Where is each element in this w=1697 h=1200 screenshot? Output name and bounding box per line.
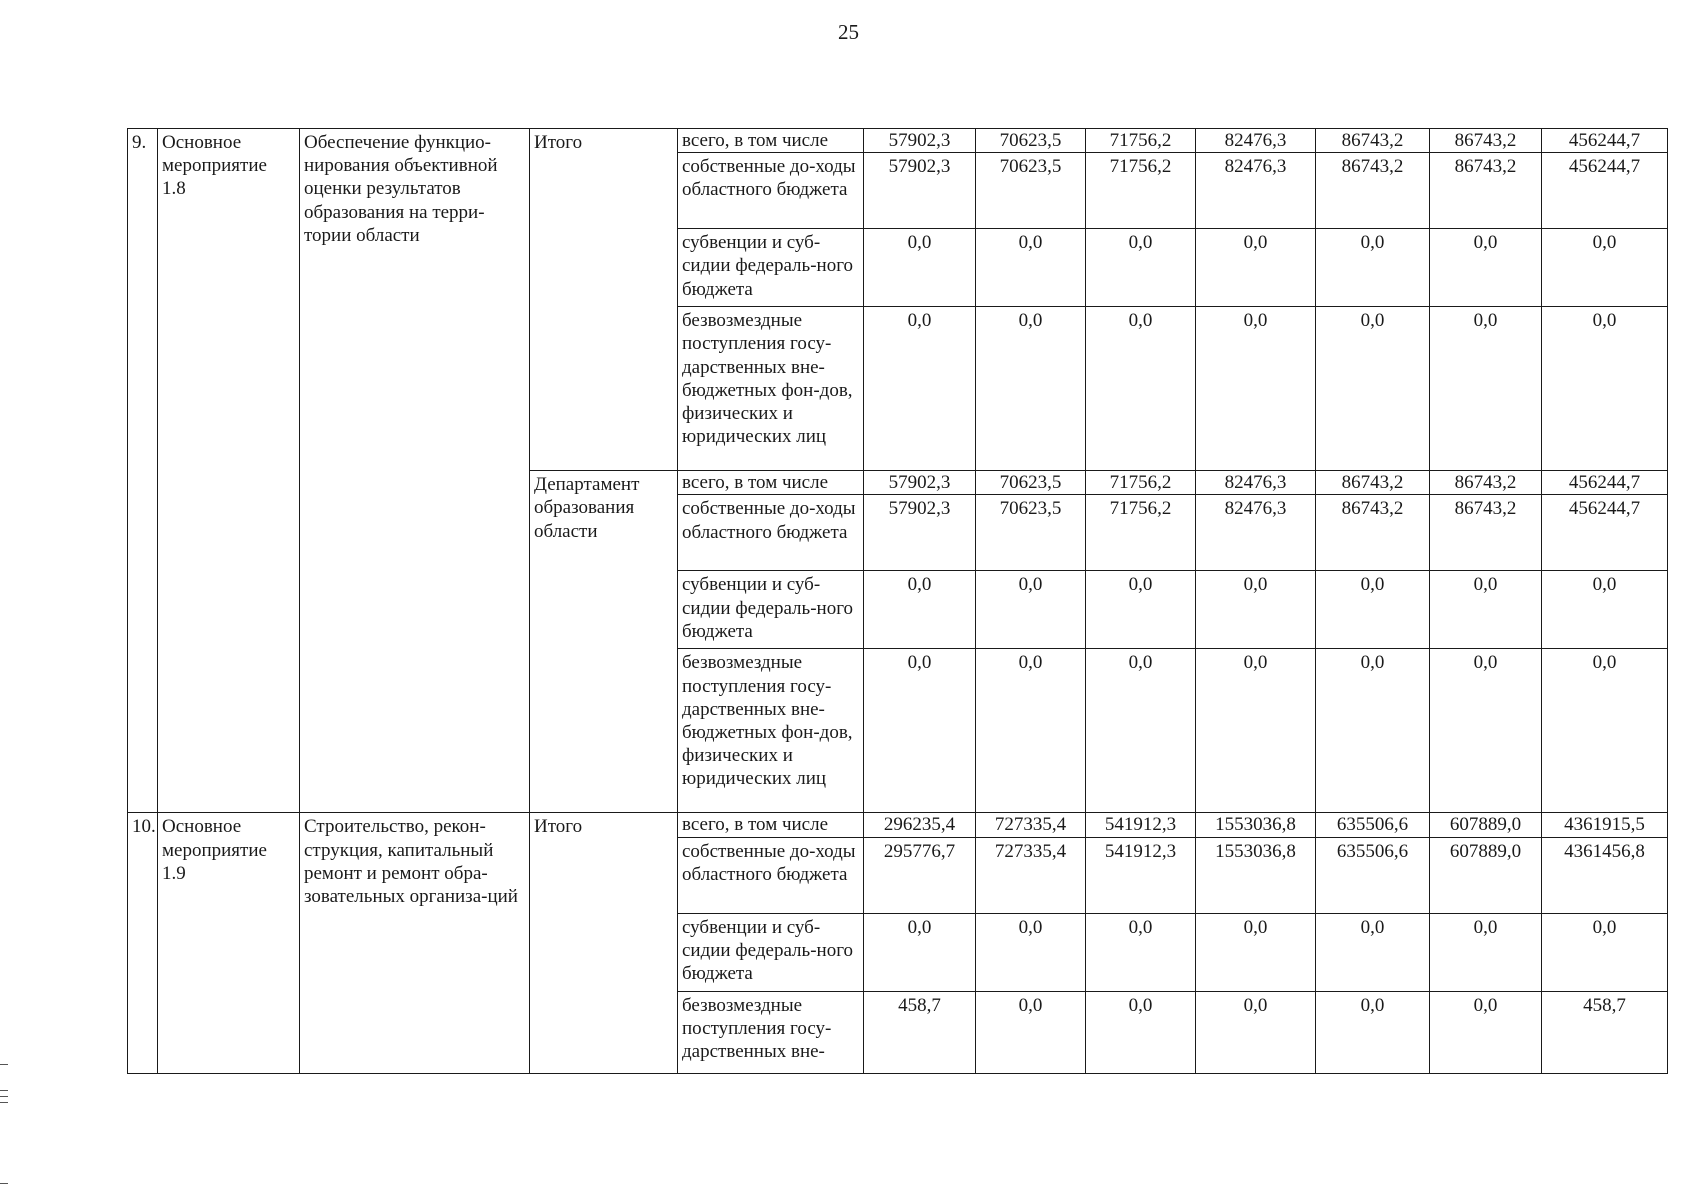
value-cell: 0,0 <box>976 571 1086 649</box>
value-cell: 0,0 <box>1430 913 1542 991</box>
source-cell: собственные до-ходы областного бюджета <box>678 495 864 571</box>
value-cell: 635506,6 <box>1316 837 1430 913</box>
value-cell: 0,0 <box>864 913 976 991</box>
value-cell: 0,0 <box>1316 991 1430 1073</box>
value-cell: 456244,7 <box>1542 471 1668 495</box>
source-cell: собственные до-ходы областного бюджета <box>678 153 864 229</box>
value-cell: 0,0 <box>1430 571 1542 649</box>
value-cell: 458,7 <box>1542 991 1668 1073</box>
activity-title: Строительство, рекон-струкция, капитальный ремонт и ремонт обра-зовательных организа-ций <box>300 813 530 1073</box>
value-cell: 0,0 <box>1086 991 1196 1073</box>
table-row <box>128 129 1668 153</box>
value-cell: 86743,2 <box>1316 495 1430 571</box>
source-cell: безвозмездные поступления госу-дарственных вне-бюджетных фон-дов, физических и юридических лиц <box>678 307 864 471</box>
value-cell: 86743,2 <box>1316 129 1430 153</box>
source-cell: собственные до-ходы областного бюджета <box>678 837 864 913</box>
value-cell: 0,0 <box>1316 571 1430 649</box>
value-cell: 1553036,8 <box>1196 813 1316 837</box>
value-cell: 541912,3 <box>1086 837 1196 913</box>
value-cell: 0,0 <box>1316 229 1430 307</box>
source-cell: субвенции и суб-сидии федераль-ного бюджета <box>678 571 864 649</box>
value-cell: 0,0 <box>864 571 976 649</box>
value-cell: 0,0 <box>1196 307 1316 471</box>
value-cell: 0,0 <box>1542 229 1668 307</box>
value-cell: 4361915,5 <box>1542 813 1668 837</box>
value-cell: 456244,7 <box>1542 495 1668 571</box>
value-cell: 0,0 <box>1196 991 1316 1073</box>
value-cell: 0,0 <box>1430 229 1542 307</box>
value-cell: 0,0 <box>1086 307 1196 471</box>
row-number: 9. <box>128 129 158 813</box>
value-cell: 0,0 <box>1196 571 1316 649</box>
value-cell: 0,0 <box>864 307 976 471</box>
page-number: 25 <box>838 20 859 44</box>
value-cell: 71756,2 <box>1086 471 1196 495</box>
value-cell: 82476,3 <box>1196 129 1316 153</box>
value-cell: 0,0 <box>1196 913 1316 991</box>
value-cell: 86743,2 <box>1316 471 1430 495</box>
value-cell: 86743,2 <box>1430 153 1542 229</box>
table-row <box>128 813 1668 837</box>
source-cell: всего, в том числе <box>678 471 864 495</box>
activity-name: Основное мероприятие 1.8 <box>158 129 300 813</box>
budget-table <box>127 128 1668 1074</box>
value-cell: 0,0 <box>1542 307 1668 471</box>
value-cell: 57902,3 <box>864 495 976 571</box>
value-cell: 71756,2 <box>1086 129 1196 153</box>
value-cell: 0,0 <box>1430 991 1542 1073</box>
value-cell: 70623,5 <box>976 471 1086 495</box>
value-cell: 607889,0 <box>1430 837 1542 913</box>
value-cell: 0,0 <box>1316 649 1430 813</box>
value-cell: 458,7 <box>864 991 976 1073</box>
value-cell: 0,0 <box>1196 649 1316 813</box>
value-cell: 0,0 <box>1086 913 1196 991</box>
value-cell: 0,0 <box>976 649 1086 813</box>
value-cell: 0,0 <box>1316 307 1430 471</box>
value-cell: 296235,4 <box>864 813 976 837</box>
row-number: 10. <box>128 813 158 1073</box>
value-cell: 70623,5 <box>976 129 1086 153</box>
value-cell: 70623,5 <box>976 495 1086 571</box>
activity-title: Обеспечение функцио-нирования объективной оценки результатов образования на терри-тории области <box>300 129 530 813</box>
value-cell: 57902,3 <box>864 153 976 229</box>
value-cell: 0,0 <box>1542 649 1668 813</box>
value-cell: 0,0 <box>976 307 1086 471</box>
executor-cell: Итого <box>530 129 678 471</box>
source-cell: всего, в том числе <box>678 129 864 153</box>
value-cell: 1553036,8 <box>1196 837 1316 913</box>
value-cell: 635506,6 <box>1316 813 1430 837</box>
value-cell: 0,0 <box>1430 649 1542 813</box>
value-cell: 82476,3 <box>1196 471 1316 495</box>
value-cell: 607889,0 <box>1430 813 1542 837</box>
value-cell: 541912,3 <box>1086 813 1196 837</box>
value-cell: 0,0 <box>1430 307 1542 471</box>
value-cell: 0,0 <box>976 913 1086 991</box>
value-cell: 4361456,8 <box>1542 837 1668 913</box>
value-cell: 82476,3 <box>1196 495 1316 571</box>
source-cell: всего, в том числе <box>678 813 864 837</box>
value-cell: 727335,4 <box>976 837 1086 913</box>
value-cell: 0,0 <box>976 991 1086 1073</box>
value-cell: 0,0 <box>1086 649 1196 813</box>
value-cell: 0,0 <box>1086 571 1196 649</box>
value-cell: 82476,3 <box>1196 153 1316 229</box>
value-cell: 295776,7 <box>864 837 976 913</box>
source-cell: безвозмездные поступления госу-дарственных вне- <box>678 991 864 1073</box>
value-cell: 727335,4 <box>976 813 1086 837</box>
value-cell: 86743,2 <box>1316 153 1430 229</box>
value-cell: 0,0 <box>1316 913 1430 991</box>
activity-name: Основное мероприятие 1.9 <box>158 813 300 1073</box>
value-cell: 0,0 <box>864 649 976 813</box>
value-cell: 456244,7 <box>1542 153 1668 229</box>
value-cell: 57902,3 <box>864 471 976 495</box>
value-cell: 86743,2 <box>1430 471 1542 495</box>
source-cell: безвозмездные поступления госу-дарственных вне-бюджетных фон-дов, физических и юридических лиц <box>678 649 864 813</box>
value-cell: 71756,2 <box>1086 153 1196 229</box>
value-cell: 0,0 <box>1542 913 1668 991</box>
source-cell: субвенции и суб-сидии федераль-ного бюджета <box>678 913 864 991</box>
value-cell: 86743,2 <box>1430 495 1542 571</box>
value-cell: 0,0 <box>1542 571 1668 649</box>
value-cell: 0,0 <box>1196 229 1316 307</box>
executor-cell: Департамент образования области <box>530 471 678 813</box>
value-cell: 57902,3 <box>864 129 976 153</box>
value-cell: 0,0 <box>976 229 1086 307</box>
value-cell: 71756,2 <box>1086 495 1196 571</box>
value-cell: 86743,2 <box>1430 129 1542 153</box>
executor-cell: Итого <box>530 813 678 1073</box>
source-cell: субвенции и суб-сидии федераль-ного бюджета <box>678 229 864 307</box>
value-cell: 0,0 <box>1086 229 1196 307</box>
value-cell: 70623,5 <box>976 153 1086 229</box>
value-cell: 0,0 <box>864 229 976 307</box>
value-cell: 456244,7 <box>1542 129 1668 153</box>
